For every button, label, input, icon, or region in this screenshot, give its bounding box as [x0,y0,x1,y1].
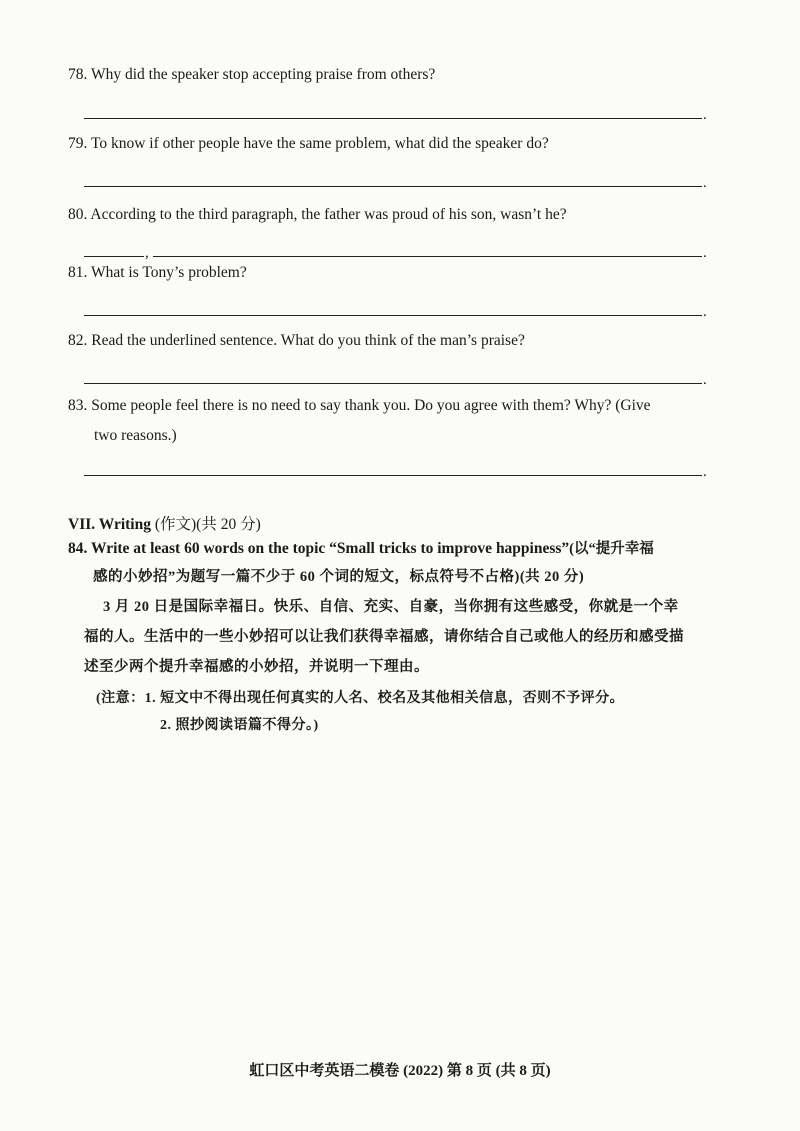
question-80: 80. According to the third paragraph, the father was proud of his son, wasn’t he? [68,206,567,223]
answer-period-81: . [703,304,707,320]
writing-task-cn-1: (以“提升幸福 [569,541,654,557]
section-heading-writing [68,512,261,534]
writing-note-1: (注意：1. 短文中不得出现任何真实的人名、校名及其他相关信息，否则不予评分。 [96,691,625,706]
writing-prompt-line-2: 福的人。生活中的一些小妙招可以让我们获得幸福感，请你结合自己或他人的经历和感受描 [84,629,684,645]
writing-task-cn-2: 感的小妙招”为题写一篇不少于 60 个词的短文，标点符号不占格)(共 20 分) [93,569,585,585]
answer-period-78: . [703,107,707,123]
answer-period-83: . [703,464,707,480]
answer-line-81[interactable] [84,315,702,316]
answer-comma-80: , [145,245,149,261]
question-81: 81. What is Tony’s problem? [68,264,247,281]
answer-period-82: . [703,372,707,388]
question-83-line-1: 83. Some people feel there is no need to say thank you. Do you agree with them? Why? (Give [68,397,651,414]
page-footer: 虹口区中考英语二模卷 (2022) 第 8 页 (共 8 页) [249,1063,551,1079]
question-78: 78. Why did the speaker stop accepting praise from others? [68,66,436,83]
writing-prompt-line-3: 述至少两个提升幸福感的小妙招，并说明一下理由。 [84,659,429,675]
answer-line-80-short[interactable] [84,256,144,257]
section-heading-en: VII. Writing [68,516,151,533]
answer-line-83[interactable] [84,475,702,476]
answer-line-80-long[interactable] [153,256,702,257]
answer-period-79: . [703,175,707,191]
section-heading-cn: (作文)(共 20 分) [154,516,261,533]
question-79: 79. To know if other people have the same problem, what did the speaker do? [68,135,549,152]
writing-task-en: 84. Write at least 60 words on the topic “Small tricks to improve happiness” [68,540,570,557]
writing-prompt-line-1: 3 月 20 日是国际幸福日。快乐、自信、充实、自豪，当你拥有这些感受，你就是一个幸 [103,599,679,615]
question-83-line-2: two reasons.) [94,427,177,444]
question-82: 82. Read the underlined sentence. What do you think of the man’s praise? [68,332,525,349]
answer-line-82[interactable] [84,383,702,384]
answer-period-80: . [703,245,707,261]
answer-line-78[interactable] [84,118,702,119]
answer-line-79[interactable] [84,186,702,187]
writing-task-84 [68,536,748,562]
writing-note-2: 2. 照抄阅读语篇不得分。) [160,718,319,733]
